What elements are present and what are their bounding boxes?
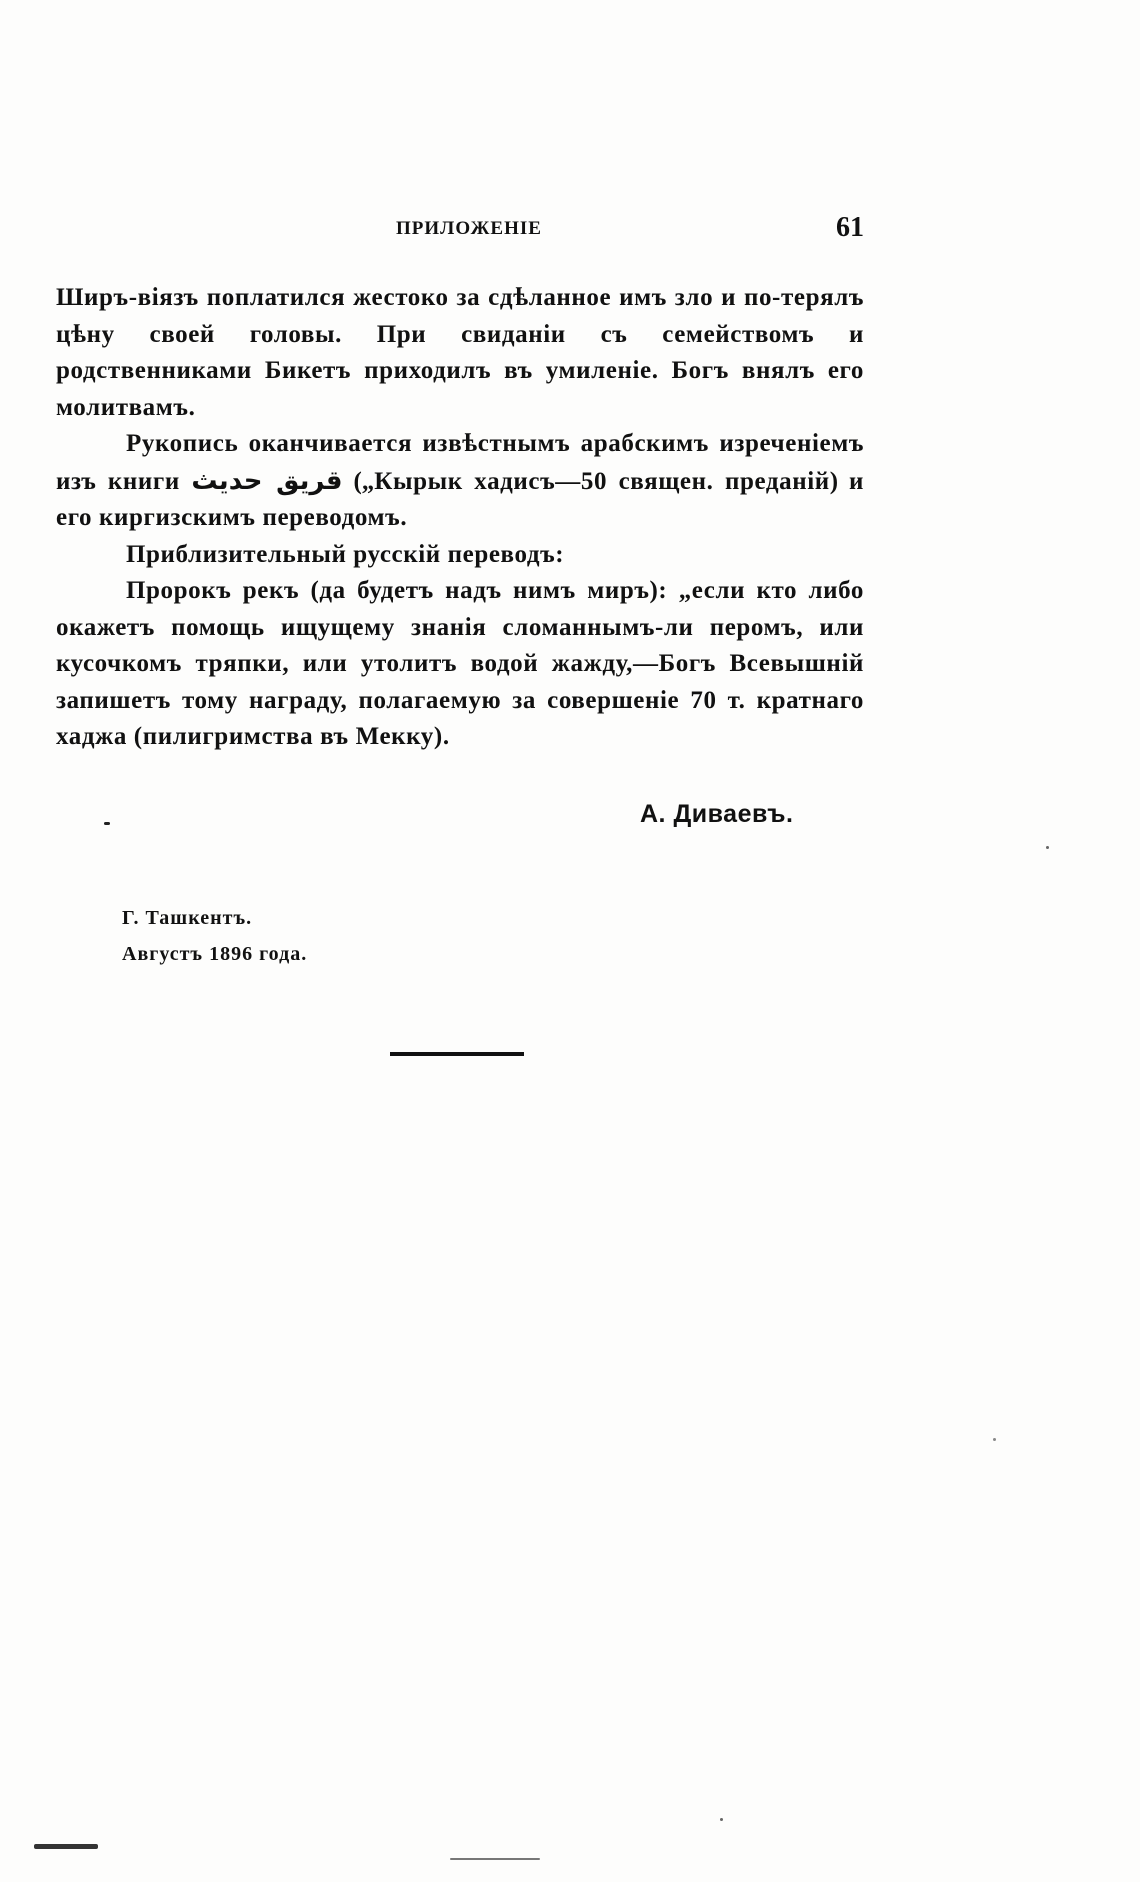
author-signature: А. Диваевъ. — [640, 800, 794, 828]
paragraph-manuscript — [56, 426, 864, 537]
scan-speck — [720, 1818, 723, 1821]
scan-speck — [34, 1844, 98, 1849]
manuscript-text-end: („Кырык хадисъ—50 священ. преданій) и его киргизскимъ переводомъ. — [56, 467, 864, 531]
end-rule-divider — [390, 1052, 524, 1056]
paragraph-hadith-translation: Пророкъ рекъ (да будетъ надъ нимъ миръ): „если кто либо окажетъ помощь ищущему знанія сломаннымъ-ли перомъ, или кусочкомъ тряпки, или утолитъ водой жажду,—Богъ Всевышній запишетъ тому награду, полагаемую за совершеніе 70 т. кратнаго хаджа (пилигримства въ Мекку). — [56, 577, 864, 750]
running-title: ПРИЛОЖЕНІЕ — [396, 218, 542, 239]
scan-speck — [1046, 846, 1049, 849]
scan-speck — [104, 822, 110, 825]
scan-speck — [450, 1858, 540, 1860]
page-number: 61 — [836, 212, 864, 243]
date-line: Августъ 1896 года. — [122, 943, 308, 965]
paragraph-translation-heading: Приблизительный русскій переводъ: — [126, 540, 565, 568]
running-head — [56, 212, 864, 246]
arabic-book-title: قريق حديث — [191, 465, 343, 496]
body-text — [56, 280, 864, 756]
manuscript-text-start: Рукопись оканчивается извѣстнымъ арабскимъ изреченіемъ изъ книги — [56, 430, 864, 495]
place-line: Г. Ташкентъ. — [122, 907, 253, 929]
paragraph-shir-viyaz: Ширъ-віязъ поплатился жестоко за сдѣланное имъ зло и по-терялъ цѣну своей головы. При свиданіи съ семействомъ и родственниками Бикетъ приходилъ въ умиленіе. Богъ внялъ его молитвамъ. — [56, 284, 864, 421]
scan-speck — [993, 1438, 996, 1441]
place-date-block — [122, 900, 307, 972]
